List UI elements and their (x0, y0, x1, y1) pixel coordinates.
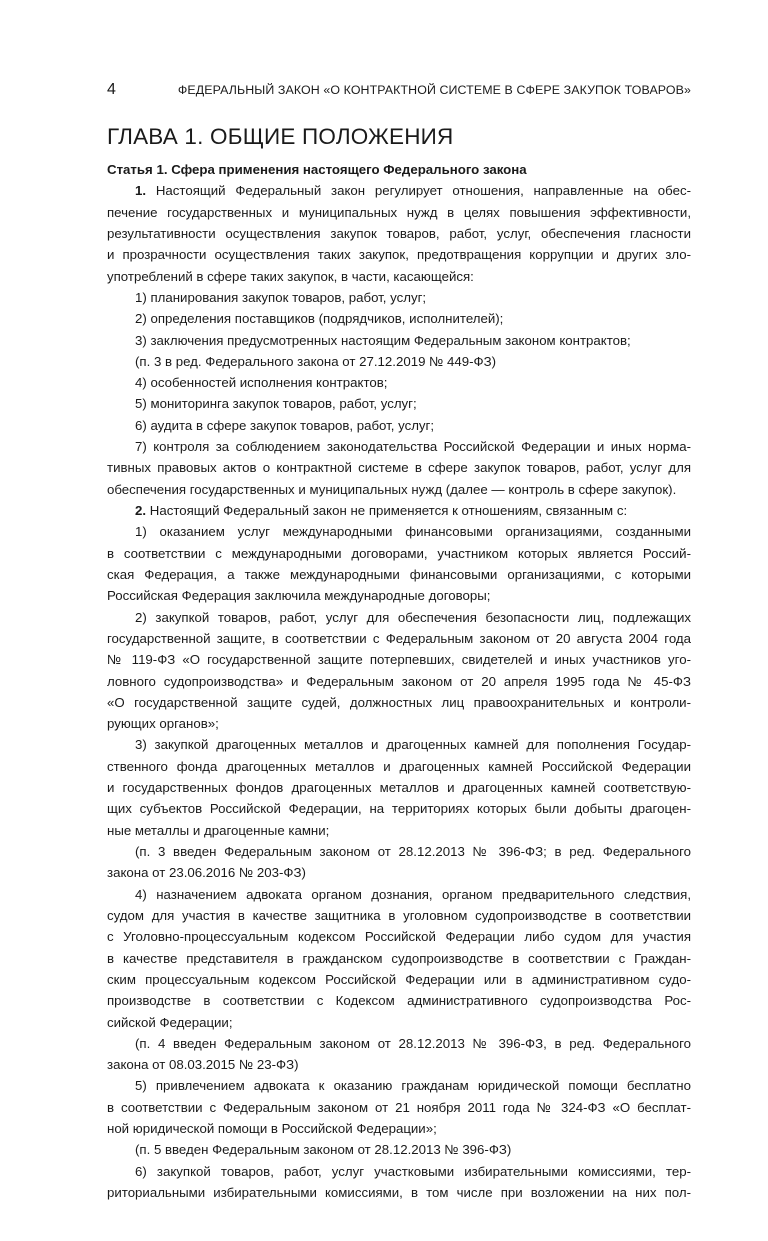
text-line: употреблений в сфере таких закупок, в части, касающейся: (107, 268, 474, 284)
text-line: сийской Федерации; (107, 1014, 233, 1030)
text-line: в соответствии с Федеральным законом от 21 ноября 2011 года № 324-ФЗ «О бесплат- (107, 1099, 691, 1115)
article-heading: Статья 1. Сфера применения настоящего Федерального закона (107, 162, 527, 177)
amendment-note: (п. 5 введен Федеральным законом от 28.12.2013 № 396-ФЗ) (135, 1142, 512, 1158)
text-line-content: Настоящий Федеральный закон регулирует отношения, направленные на обес- (155, 183, 691, 199)
text-line (107, 180, 691, 201)
text-line: ская Федерация, а также международными финансовыми организациями, с которыми (107, 566, 691, 582)
amendment-note: (п. 4 введен Федеральным законом от 28.12.2013 № 396-ФЗ, в ред. Федерального (135, 1035, 691, 1051)
clause-number: 1. (135, 183, 147, 199)
text-line: 7) контроля за соблюдением законодательства Российской Федерации и иных норма- (135, 439, 691, 455)
amendment-note: закона от 23.06.2016 № 203-ФЗ) (107, 865, 306, 881)
text-line-content: Настоящий Федеральный закон не применяется к отношениям, связанным с: (149, 503, 628, 518)
text-line: ским процессуальным кодексом Российской Федерации или в административном судо- (107, 971, 691, 987)
text-line: 5) мониторинга закупок товаров, работ, услуг; (135, 396, 417, 412)
text-line: печение государственных и муниципальных нужд в целях повышения эффективности, (107, 204, 691, 220)
text-line: ловного судопроизводства» и Федеральным законом от 20 апреля 1995 года № 45-ФЗ (107, 673, 691, 689)
text-line: государственной защите, в соответствии с Федеральным законом от 20 августа 2004 года (107, 630, 691, 646)
text-line: судом для участия в качестве защитника в уголовном судопроизводстве в соответствии (107, 907, 691, 923)
text-line: Российская Федерация заключила международные договоры; (107, 588, 491, 604)
text-line: 2) определения поставщиков (подрядчиков, исполнителей); (135, 311, 504, 327)
article-1-body (107, 159, 691, 1203)
text-line: щих субъектов Российской Федерации, на территориях которых были добыты драгоцен- (107, 801, 691, 817)
text-line: 4) особенностей исполнения контрактов; (135, 375, 388, 391)
text-line (107, 500, 691, 521)
text-line: ные металлы и драгоценные камни; (107, 822, 330, 838)
text-line: № 119-ФЗ «О государственной защите потерпевших, свидетелей и иных участников уго- (107, 652, 691, 668)
clause-number: 2. (135, 503, 147, 518)
amendment-note: закона от 08.03.2015 № 23-ФЗ) (107, 1057, 299, 1073)
text-line: и прозрачности осуществления таких закупок, предотвращения коррупции и других зло- (107, 247, 691, 263)
text-line: 4) назначением адвоката органом дознания, органом предварительного следствия, (135, 886, 691, 902)
text-line: «О государственной защите судей, должностных лиц правоохранительных и контроли- (107, 694, 691, 710)
text-line: результативности осуществления закупок товаров, работ, услуг, обеспечения гласности (107, 225, 691, 241)
text-line: рующих органов»; (107, 716, 219, 732)
text-line: 6) закупкой товаров, работ, услуг участковыми избирательными комиссиями, тер- (135, 1163, 691, 1179)
amendment-note: (п. 3 в ред. Федерального закона от 27.12.2019 № 449-ФЗ) (135, 353, 497, 369)
text-line: 5) привлечением адвоката к оказанию гражданам юридической помощи бесплатно (135, 1078, 691, 1094)
page-number: 4 (107, 81, 116, 98)
text-line: с Уголовно-процессуальным кодексом Российской Федерации либо судом для участия (107, 929, 691, 945)
text-line: 3) закупкой драгоценных металлов и драгоценных камней для пополнения Государ- (135, 737, 691, 753)
text-line: 1) планирования закупок товаров, работ, услуг; (135, 289, 427, 305)
text-line: и государственных фондов драгоценных металлов и драгоценных камней соответствую- (107, 780, 691, 796)
text-line: риториальными избирательными комиссиями, в том числе при возложении на них пол- (107, 1185, 691, 1200)
text-line: ной юридической помощи в Российской Федерации»; (107, 1121, 437, 1137)
amendment-note: (п. 3 введен Федеральным законом от 28.12.2013 № 396-ФЗ; в ред. Федерального (135, 844, 691, 859)
running-title: ФЕДЕРАЛЬНЫЙ ЗАКОН «О КОНТРАКТНОЙ СИСТЕМЕ В СФЕРЕ ЗАКУПОК ТОВАРОВ» (177, 83, 691, 97)
text-line: 3) заключения предусмотренных настоящим Федеральным законом контрактов; (135, 332, 631, 348)
text-line: в соответствии с международными договорами, участником которых является Россий- (107, 545, 691, 561)
running-head (107, 80, 691, 102)
chapter-title: ГЛАВА 1. ОБЩИЕ ПОЛОЖЕНИЯ (107, 124, 454, 149)
text-line: обеспечения государственных и муниципальных нужд (далее — контроль в сфере закупок). (107, 481, 677, 497)
text-line: 2) закупкой товаров, работ, услуг для обеспечения безопасности лиц, подлежащих (135, 609, 691, 625)
text-line: 6) аудита в сфере закупок товаров, работ, услуг; (135, 417, 435, 433)
text-line: 1) оказанием услуг международными финансовыми организациями, созданными (135, 524, 691, 540)
text-line: тивных правовых актов о контрактной системе в сфере закупок товаров, работ, услуг для (107, 460, 691, 476)
text-line: в качестве представителя в гражданском судопроизводстве в соответствии с Граждан- (107, 950, 691, 966)
text-line: ственного фонда драгоценных металлов и драгоценных камней Российской Федерации (107, 758, 691, 774)
text-line: производстве в соответствии с Кодексом административного судопроизводства Рос- (107, 993, 691, 1009)
